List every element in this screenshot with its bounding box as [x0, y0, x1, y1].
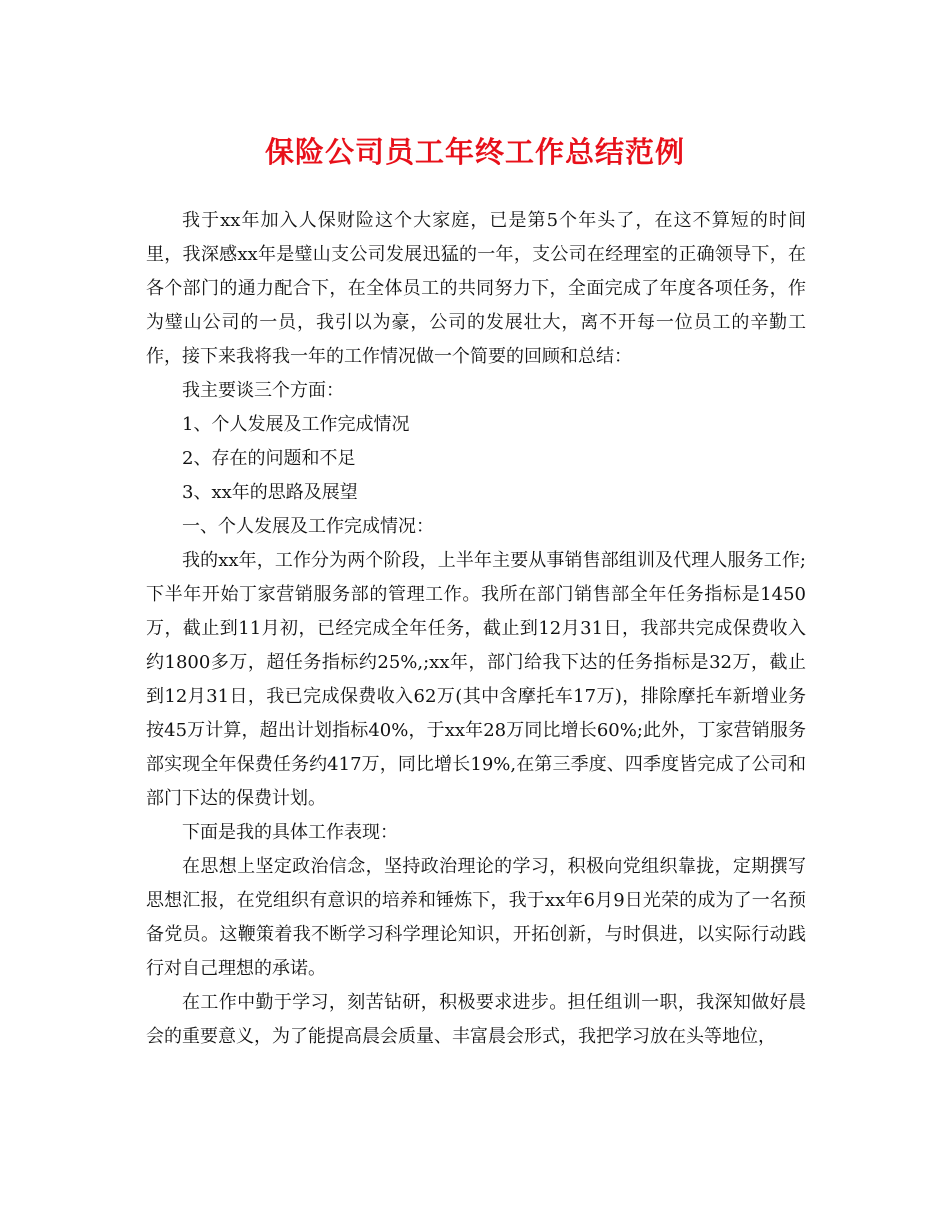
document-body [146, 204, 806, 1054]
document-title: 保险公司员工年终工作总结范例 [264, 135, 685, 169]
section-heading-1: 一、个人发展及工作完成情况： [182, 516, 434, 537]
list-item-1: 1、个人发展及工作完成情况 [182, 414, 410, 435]
paragraph-performance-intro: 下面是我的具体工作表现： [182, 822, 398, 843]
paragraph-three-aspects: 我主要谈三个方面： [182, 380, 344, 401]
paragraph-study-work: 在工作中勤于学习，刻苦钻研，积极要求进步。担任组训一职，我深知做好晨会的重要意义，为了能提高晨会质量、丰富晨会形式，我把学习放在头等地位， [146, 992, 806, 1047]
paragraph-political-thought: 在思想上坚定政治信念，坚持政治理论的学习，积极向党组织靠拢，定期撰写思想汇报，在党组织有意识的培养和锤炼下，我于xx年6月9日光荣的成为了一名预备党员。这鞭策着我不断学习科学理论知识，开拓创新，与时俱进，以实际行动践行对自己理想的承诺。 [146, 856, 806, 979]
list-item-2: 2、存在的问题和不足 [182, 448, 356, 469]
paragraph-work-stages: 我的xx年，工作分为两个阶段，上半年主要从事销售部组训及代理人服务工作;下半年开始丁家营销服务部的管理工作。我所在部门销售部全年任务指标是1450万，截止到11月初，已经完成全年任务，截止到12月31日，我部共完成保费收入约1800多万，超任务指标约25%,;xx年，部门给我下达的任务指标是32万，截止到12月31日，我已完成保费收入62万(其中含摩托车17万)，排除摩托车新增业务按45万计算，超出计划指标40%，于xx年28万同比增长60%;此外，丁家营销服务部实现全年保费任务约417万，同比增长19%,在第三季度、四季度皆完成了公司和部门下达的保费计划。 [146, 550, 806, 809]
paragraph-intro: 我于xx年加入人保财险这个大家庭，已是第5个年头了，在这不算短的时间里，我深感xx年是璧山支公司发展迅猛的一年，支公司在经理室的正确领导下，在各个部门的通力配合下，在全体员工的共同努力下，全面完成了年度各项任务，作为璧山公司的一员，我引以为豪，公司的发展壮大，离不开每一位员工的辛勤工作，接下来我将我一年的工作情况做一个简要的回顾和总结： [146, 210, 806, 367]
list-item-3: 3、xx年的思路及展望 [182, 482, 358, 503]
